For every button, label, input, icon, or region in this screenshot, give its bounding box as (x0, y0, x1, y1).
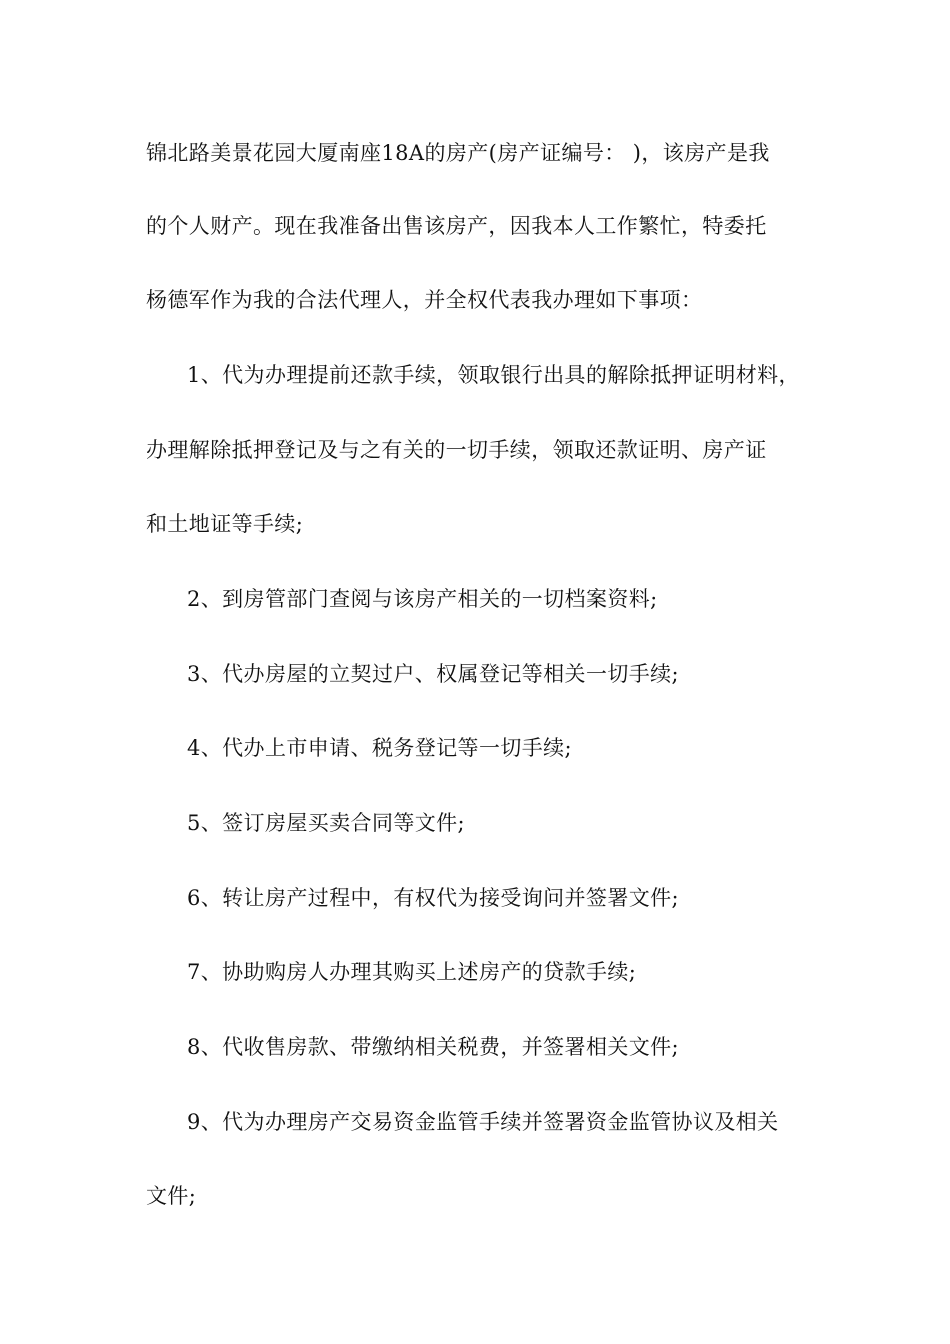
list-item-1: 1、代为办理提前还款手续，领取银行出具的解除抵押证明材料， (187, 363, 800, 387)
list-item-4: 4、代办上市申请、税务登记等一切手续; (187, 736, 573, 760)
paragraph-line: 杨德军作为我的合法代理人，并全权代表我办理如下事项： (146, 288, 703, 312)
list-item-2: 2、到房管部门查阅与该房产相关的一切档案资料; (187, 587, 658, 611)
list-item-6: 6、转让房产过程中，有权代为接受询问并签署文件; (187, 886, 680, 910)
list-item-3: 3、代办房屋的立契过户、权属登记等相关一切手续; (187, 662, 680, 686)
paragraph-line: 的个人财产。现在我准备出售该房产，因我本人工作繁忙，特委托 (146, 214, 767, 238)
list-item-9: 9、代为办理房产交易资金监管手续并签署资金监管协议及相关 (187, 1110, 779, 1134)
paragraph-line: 办理解除抵押登记及与之有关的一切手续，领取还款证明、房产证 (146, 438, 767, 462)
list-item-7: 7、协助购房人办理其购买上述房产的贷款手续; (187, 960, 637, 984)
paragraph-line: 和土地证等手续; (146, 512, 304, 536)
list-item-5: 5、签订房屋买卖合同等文件; (187, 811, 466, 835)
paragraph-line: 文件; (146, 1184, 197, 1208)
list-item-8: 8、代收售房款、带缴纳相关税费，并签署相关文件; (187, 1035, 680, 1059)
paragraph-line: 锦北路美景花园大厦南座18A的房产(房产证编号： )，该房产是我 (146, 141, 770, 165)
